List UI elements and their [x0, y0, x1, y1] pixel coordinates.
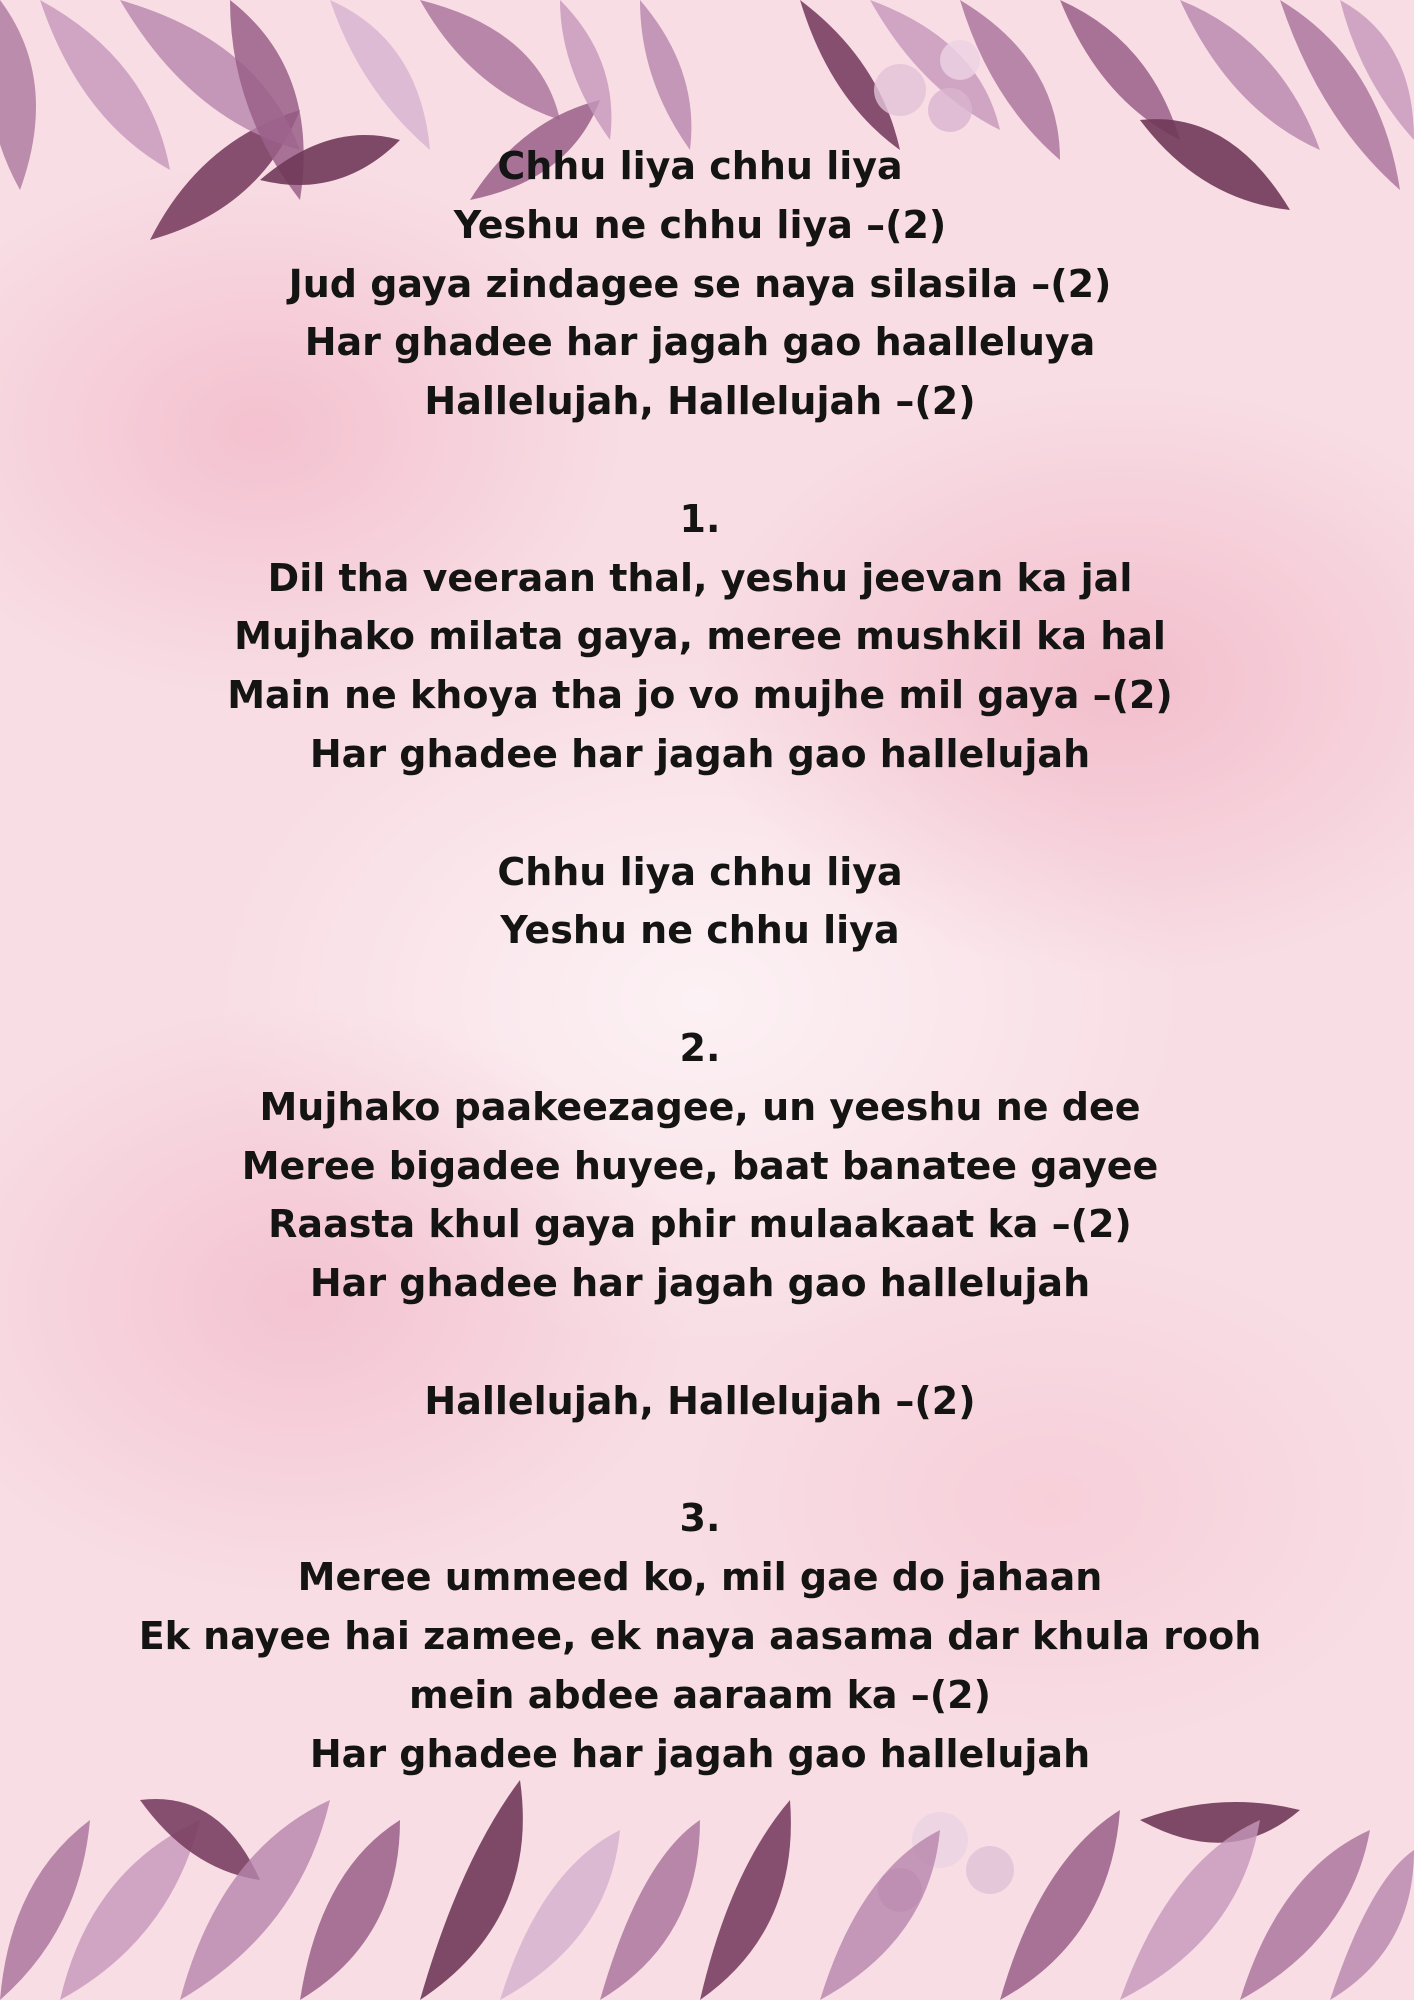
leaf-shape — [640, 0, 691, 150]
leaf-shape — [1120, 1820, 1260, 2000]
verse-line: Mujhako milata gaya, meree mushkil ka hal — [234, 614, 1166, 659]
stanza-gap — [0, 784, 1400, 843]
leaf-shape — [820, 1830, 940, 2000]
berry-shape — [874, 64, 926, 116]
chorus-line: Yeshu ne chhu liya –(2) — [453, 202, 947, 247]
berry-shape — [928, 88, 972, 132]
leaf-shape — [1060, 0, 1180, 140]
verse-line: Raasta khul gaya phir mulaakaat ka –(2) — [268, 1202, 1132, 1247]
song-lyrics — [0, 137, 1400, 1783]
leaf-shape — [1000, 1810, 1120, 2000]
refrain-line: Chhu liya chhu liya — [497, 849, 903, 894]
stanza-gap — [0, 1313, 1400, 1372]
berry-shape — [940, 40, 980, 80]
chorus-line: Har ghadee har jagah gao haalleluya — [304, 320, 1096, 365]
verse-number: 3. — [679, 1496, 721, 1541]
chorus-line: Hallelujah, Hallelujah –(2) — [424, 379, 976, 424]
hallelujah-line: Hallelujah, Hallelujah –(2) — [424, 1378, 976, 1423]
verse-number: 2. — [679, 1025, 721, 1070]
berry-shape — [966, 1846, 1014, 1894]
leaf-shape — [700, 1800, 791, 2000]
leaf-shape — [420, 0, 560, 120]
verse-number: 1. — [679, 496, 721, 541]
leaf-shape — [1140, 1802, 1300, 1843]
verse-line: Meree bigadee huyee, baat banatee gayee — [241, 1143, 1159, 1188]
stanza-gap — [0, 1431, 1400, 1490]
verse-line: Har ghadee har jagah gao hallelujah — [309, 1731, 1091, 1776]
chorus-line: Chhu liya chhu liya — [497, 144, 903, 188]
leaf-shape — [420, 1780, 523, 2000]
verse-line: Ek nayee hai zamee, ek naya aasama dar khula rooh — [138, 1613, 1262, 1658]
verse-line: Mujhako paakeezagee, un yeeshu ne dee — [259, 1084, 1141, 1129]
stanza-gap — [0, 960, 1400, 1019]
stanza-gap — [0, 431, 1400, 490]
leaf-shape — [330, 0, 430, 150]
verse-line: Meree ummeed ko, mil gae do jahaan — [297, 1555, 1103, 1600]
verse-line: Main ne khoya tha jo vo mujhe mil gaya –(2) — [227, 673, 1173, 718]
chorus-line: Jud gaya zindagee se naya silasila –(2) — [288, 261, 1112, 306]
verse-line: Dil tha veeraan thal, yeshu jeevan ka jal — [267, 555, 1133, 600]
verse-line: Har ghadee har jagah gao hallelujah — [309, 1261, 1091, 1306]
verse-line: Har ghadee har jagah gao hallelujah — [309, 731, 1091, 776]
verse-line: mein abdee aaraam ka –(2) — [409, 1672, 991, 1717]
refrain-line: Yeshu ne chhu liya — [500, 908, 900, 953]
